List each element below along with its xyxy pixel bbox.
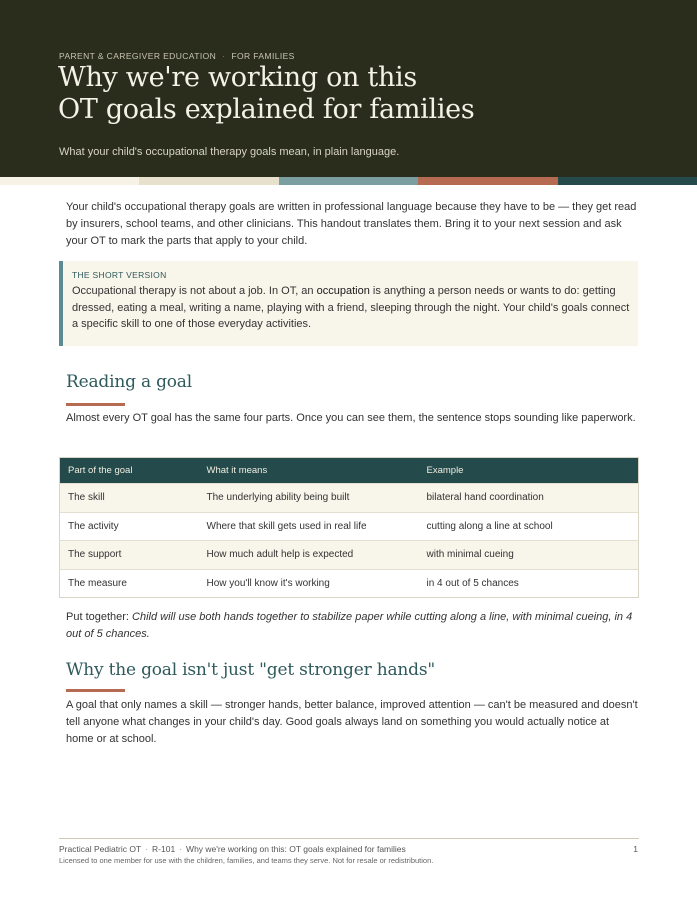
eyebrow-category: PARENT & CAREGIVER EDUCATION [59, 51, 217, 61]
put-together-label: Put together: [66, 611, 133, 623]
color-stripe-bar [0, 177, 697, 185]
stripe-segment [418, 177, 557, 185]
stripe-segment [139, 177, 278, 185]
hero-header [0, 0, 697, 177]
table-cell: cutting along a line at school [419, 512, 639, 541]
table-row [60, 484, 639, 513]
section-heading-reading-a-goal: Reading a goal [66, 372, 192, 392]
page-title [58, 62, 474, 126]
page-subtitle: What your child's occupational therapy goals mean, in plain language. [59, 146, 400, 158]
eyebrow-separator: · [222, 51, 226, 61]
footer-code: R-101 [152, 844, 176, 854]
footer-divider [59, 838, 639, 839]
table-row [60, 512, 639, 541]
callout-text-end: is anything a person needs or wants to do: getting dressed, eating a meal, writing a name, playing with a friend, sleeping through the night. Your child's goals connect a specific skill to one of those everyday activities. [72, 285, 630, 331]
heading-rule [66, 403, 125, 406]
heading-rule [66, 689, 125, 692]
table-cell: The skill [60, 484, 199, 513]
intro-paragraph: Your child's occupational therapy goals are written in professional language because they have to be — they get read by insurers, school teams, and other clinicians. This handout translates them. Bring it to your next session and ask your OT to mark the parts that apply to your child. [66, 201, 637, 247]
section-lead: Almost every OT goal has the same four parts. Once you can see them, the sentence stops sounding like paperwork. [66, 412, 636, 424]
footer-brand: Practical Pediatric OT [59, 844, 142, 854]
page-title-line-2: OT goals explained for families [58, 94, 475, 125]
table-cell: How much adult help is expected [199, 541, 419, 570]
license-notice: Licensed to one member for use with the children, families, and teams they serve. Not for resale or redistribution. [59, 856, 434, 865]
table-row [60, 541, 639, 570]
callout-text [72, 283, 630, 333]
stripe-segment [0, 177, 139, 185]
footer-separator: · [145, 844, 149, 854]
page-number: 1 [633, 844, 638, 854]
table-row [60, 569, 639, 598]
section-body: A goal that only names a skill — stronger hands, better balance, improved attention — can't be measured and doesn't tell anyone what changes in your child's day. Good goals always land on something you would actually notice at home or at school. [66, 699, 638, 745]
callout-text-start: Occupational therapy is not about a job. In OT, an [72, 285, 317, 297]
callout-term: occupation [316, 285, 370, 297]
footer-citation [59, 844, 406, 854]
footer-separator: · [179, 844, 183, 854]
table-cell: The underlying ability being built [199, 484, 419, 513]
table-cell: The measure [60, 569, 199, 598]
put-together-example [66, 609, 638, 643]
column-header-meaning: What it means [199, 458, 419, 484]
table-cell: bilateral hand coordination [419, 484, 639, 513]
column-header-part: Part of the goal [60, 458, 199, 484]
table-cell: Where that skill gets used in real life [199, 512, 419, 541]
page-title-line-1: Why we're working on this [58, 62, 417, 93]
stripe-segment [558, 177, 697, 185]
eyebrow-audience: FOR FAMILIES [231, 51, 295, 61]
footer-doc-title: Why we're working on this: OT goals explained for families [186, 844, 406, 854]
table-cell: with minimal cueing [419, 541, 639, 570]
table-cell: The activity [60, 512, 199, 541]
short-version-callout [59, 261, 638, 346]
section-heading-why-goal: Why the goal isn't just "get stronger hands" [66, 660, 435, 680]
callout-label: THE SHORT VERSION [72, 270, 167, 280]
table-header-row [60, 458, 639, 484]
table-cell: How you'll know it's working [199, 569, 419, 598]
column-header-example: Example [419, 458, 639, 484]
goal-parts-table [59, 457, 639, 598]
stripe-segment [279, 177, 418, 185]
eyebrow [59, 51, 295, 61]
example-goal-sentence: Child will use both hands together to stabilize paper while cutting along a line, with minimal cueing, in 4 out of 5 chances. [66, 611, 633, 640]
table-cell: The support [60, 541, 199, 570]
table-cell: in 4 out of 5 chances [419, 569, 639, 598]
